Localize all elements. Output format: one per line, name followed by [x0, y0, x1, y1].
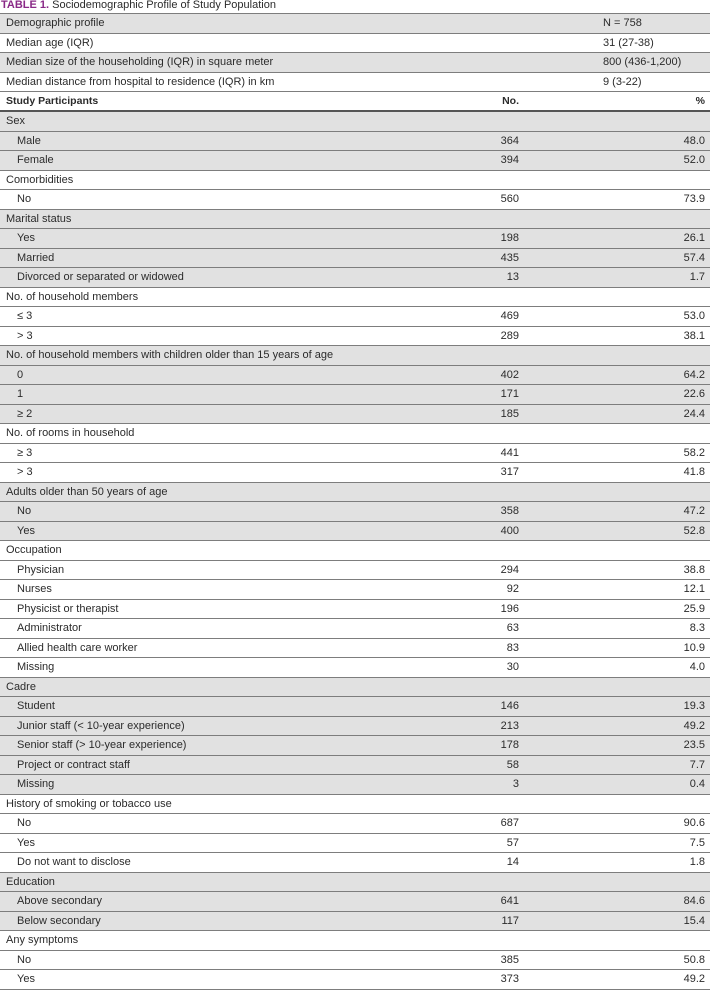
- row-count: 57: [506, 836, 519, 849]
- row-label: Junior staff (< 10-year experience): [0, 716, 386, 736]
- row-count: [386, 209, 519, 229]
- table-row: [0, 775, 710, 795]
- row-count: [386, 482, 519, 502]
- row-count: [386, 111, 519, 131]
- row-count: 171: [386, 385, 519, 405]
- profile-value: 800 (436-1,200): [599, 53, 710, 73]
- category-row: [0, 111, 710, 131]
- row-count: 400: [386, 521, 519, 541]
- table-row: [0, 326, 710, 346]
- row-percent: [519, 424, 710, 444]
- profile-row: [0, 14, 710, 34]
- category-row: [0, 872, 710, 892]
- category-row: [0, 677, 710, 697]
- table-row: [0, 365, 710, 385]
- row-percent: 12.1: [683, 583, 705, 596]
- category-row: [0, 541, 710, 561]
- row-label: Missing: [0, 775, 386, 795]
- row-count: 294: [500, 563, 519, 576]
- category-row: [0, 931, 710, 951]
- row-label: No: [17, 817, 32, 830]
- table-row: [0, 560, 710, 580]
- row-percent: 22.6: [519, 385, 710, 405]
- row-percent: [519, 794, 710, 814]
- table-label: TABLE 1.: [1, 0, 50, 11]
- row-percent: 41.8: [683, 466, 705, 479]
- row-label: No. of household members with children older than 15 years of age: [0, 346, 386, 366]
- row-label: Missing: [17, 661, 55, 674]
- row-count: [386, 872, 519, 892]
- row-label: Allied health care worker: [17, 641, 138, 654]
- row-label: Education: [0, 872, 386, 892]
- table-row: [0, 911, 710, 931]
- table-row: [0, 736, 710, 756]
- profile-row: [0, 33, 710, 53]
- row-count: [386, 346, 519, 366]
- category-row: [0, 287, 710, 307]
- row-percent: 24.4: [519, 404, 710, 424]
- table-row: [0, 151, 710, 171]
- table-row: [0, 814, 710, 834]
- row-percent: 47.2: [519, 502, 710, 522]
- demographic-profile-table: [0, 13, 710, 92]
- row-percent: [519, 209, 710, 229]
- table-row: [0, 970, 710, 990]
- row-label: Administrator: [17, 622, 82, 635]
- row-label: > 3: [17, 329, 33, 342]
- row-percent: 48.0: [519, 131, 710, 151]
- row-percent: [519, 931, 710, 951]
- row-count: 435: [386, 248, 519, 268]
- table-row: [0, 833, 710, 853]
- row-count: 364: [386, 131, 519, 151]
- row-percent: 19.3: [519, 697, 710, 717]
- row-percent: 84.6: [519, 892, 710, 912]
- row-percent: 57.4: [519, 248, 710, 268]
- row-percent: 38.1: [683, 329, 705, 342]
- table-row: [0, 229, 710, 249]
- row-percent: 8.3: [689, 622, 705, 635]
- row-percent: [519, 111, 710, 131]
- row-count: [386, 794, 519, 814]
- row-count: 317: [500, 466, 519, 479]
- row-count: 198: [386, 229, 519, 249]
- row-label: Below secondary: [0, 911, 386, 931]
- table-row: [0, 521, 710, 541]
- table-row: [0, 950, 710, 970]
- row-label: No: [0, 502, 386, 522]
- row-count: 469: [500, 310, 519, 323]
- row-count: 58: [386, 755, 519, 775]
- row-label: Nurses: [17, 583, 52, 596]
- row-percent: 64.2: [519, 365, 710, 385]
- row-count: 63: [506, 622, 519, 635]
- row-label: Married: [0, 248, 386, 268]
- row-percent: 7.5: [689, 836, 705, 849]
- profile-value: 31 (27-38): [603, 36, 654, 49]
- row-count: 13: [386, 268, 519, 288]
- row-count: 385: [500, 953, 519, 966]
- row-label: Occupation: [6, 544, 62, 557]
- row-percent: 58.2: [683, 446, 705, 459]
- table-row: [0, 599, 710, 619]
- row-percent: 52.8: [519, 521, 710, 541]
- header-study-participants: Study Participants: [6, 95, 99, 107]
- row-count: 14: [506, 856, 519, 869]
- row-label: Yes: [17, 836, 35, 849]
- participants-table: [0, 92, 710, 990]
- table-header-row: [0, 92, 710, 111]
- table-title: Sociodemographic Profile of Study Population: [52, 0, 276, 11]
- table-row: [0, 248, 710, 268]
- row-label: > 3: [17, 466, 33, 479]
- row-label: Physician: [17, 563, 65, 576]
- row-count: [386, 677, 519, 697]
- row-label: Yes: [0, 229, 386, 249]
- table-row: [0, 697, 710, 717]
- row-label: Yes: [17, 973, 35, 986]
- header-percent: %: [695, 95, 705, 107]
- row-label: Sex: [0, 111, 386, 131]
- row-count: [386, 541, 519, 561]
- row-percent: [519, 872, 710, 892]
- row-percent: 0.4: [519, 775, 710, 795]
- table-caption: [0, 0, 710, 13]
- row-label: Above secondary: [0, 892, 386, 912]
- row-label: Divorced or separated or widowed: [0, 268, 386, 288]
- row-percent: 52.0: [519, 151, 710, 171]
- row-percent: 53.0: [683, 310, 705, 323]
- row-count: 402: [386, 365, 519, 385]
- row-label: ≥ 3: [17, 446, 33, 459]
- profile-label: Median age (IQR): [6, 36, 94, 49]
- category-row: [0, 424, 710, 444]
- row-percent: 25.9: [683, 602, 705, 615]
- row-label: Any symptoms: [6, 934, 79, 947]
- table-row: [0, 463, 710, 483]
- row-label: No. of household members: [6, 290, 139, 303]
- category-row: [0, 794, 710, 814]
- row-percent: 73.9: [683, 193, 705, 206]
- row-count: 641: [386, 892, 519, 912]
- category-row: [0, 209, 710, 229]
- row-label: Female: [0, 151, 386, 171]
- table-row: [0, 619, 710, 639]
- row-count: 687: [500, 817, 519, 830]
- row-percent: 23.5: [519, 736, 710, 756]
- table-row: [0, 307, 710, 327]
- row-count: [386, 170, 519, 190]
- category-row: [0, 170, 710, 190]
- table-row: [0, 716, 710, 736]
- category-row: [0, 346, 710, 366]
- row-label: ≤ 3: [17, 310, 33, 323]
- row-count: 441: [500, 446, 519, 459]
- row-label: ≥ 2: [0, 404, 386, 424]
- row-label: 1: [0, 385, 386, 405]
- row-count: 373: [500, 973, 519, 986]
- table-row: [0, 385, 710, 405]
- row-percent: 10.9: [683, 641, 705, 654]
- row-percent: 1.7: [519, 268, 710, 288]
- profile-value: N = 758: [599, 14, 710, 34]
- row-count: [386, 424, 519, 444]
- row-percent: [519, 346, 710, 366]
- row-label: Cadre: [0, 677, 386, 697]
- row-percent: 90.6: [683, 817, 705, 830]
- table-row: [0, 131, 710, 151]
- profile-row: [0, 53, 710, 73]
- table-row: [0, 190, 710, 210]
- row-label: Marital status: [0, 209, 386, 229]
- row-count: 196: [500, 602, 519, 615]
- row-label: History of smoking or tobacco use: [6, 797, 172, 810]
- category-row: [0, 482, 710, 502]
- row-percent: 7.7: [519, 755, 710, 775]
- row-label: Project or contract staff: [0, 755, 386, 775]
- row-count: 358: [386, 502, 519, 522]
- row-label: Male: [0, 131, 386, 151]
- row-percent: 1.8: [689, 856, 705, 869]
- row-percent: [519, 482, 710, 502]
- row-count: [386, 931, 519, 951]
- row-percent: 26.1: [519, 229, 710, 249]
- row-count: 3: [386, 775, 519, 795]
- row-label: Adults older than 50 years of age: [0, 482, 386, 502]
- table-row: [0, 638, 710, 658]
- row-count: 289: [500, 329, 519, 342]
- row-label: Comorbidities: [6, 173, 74, 186]
- row-percent: 50.8: [683, 953, 705, 966]
- profile-row: [0, 72, 710, 92]
- row-label: Senior staff (> 10-year experience): [0, 736, 386, 756]
- row-label: Student: [0, 697, 386, 717]
- profile-label: Median distance from hospital to residence (IQR) in km: [6, 75, 275, 88]
- row-count: 560: [500, 193, 519, 206]
- row-count: 185: [386, 404, 519, 424]
- table-row: [0, 853, 710, 873]
- table-row: [0, 443, 710, 463]
- row-label: Yes: [0, 521, 386, 541]
- row-percent: 15.4: [519, 911, 710, 931]
- table-row: [0, 580, 710, 600]
- row-count: 394: [386, 151, 519, 171]
- table-row: [0, 268, 710, 288]
- table-row: [0, 755, 710, 775]
- row-count: [386, 287, 519, 307]
- row-count: 178: [386, 736, 519, 756]
- row-percent: 49.2: [519, 716, 710, 736]
- row-percent: [519, 170, 710, 190]
- table-row: [0, 404, 710, 424]
- profile-value: 9 (3-22): [603, 75, 642, 88]
- table-row: [0, 658, 710, 678]
- row-percent: 38.8: [683, 563, 705, 576]
- row-count: 117: [386, 911, 519, 931]
- profile-label: Demographic profile: [0, 14, 599, 34]
- profile-label: Median size of the householding (IQR) in square meter: [0, 53, 599, 73]
- row-percent: [519, 287, 710, 307]
- row-percent: 49.2: [683, 973, 705, 986]
- row-count: 83: [506, 641, 519, 654]
- row-percent: 4.0: [689, 661, 705, 674]
- row-percent: [519, 541, 710, 561]
- row-label: No: [17, 953, 32, 966]
- table-row: [0, 502, 710, 522]
- row-label: 0: [0, 365, 386, 385]
- row-count: 92: [506, 583, 519, 596]
- row-label: Physicist or therapist: [17, 602, 119, 615]
- row-percent: [519, 677, 710, 697]
- row-label: Do not want to disclose: [17, 856, 131, 869]
- row-count: 213: [386, 716, 519, 736]
- row-label: No. of rooms in household: [6, 427, 135, 440]
- table-row: [0, 892, 710, 912]
- row-label: No: [17, 193, 32, 206]
- header-no: No.: [502, 95, 519, 107]
- row-count: 30: [506, 661, 519, 674]
- row-count: 146: [386, 697, 519, 717]
